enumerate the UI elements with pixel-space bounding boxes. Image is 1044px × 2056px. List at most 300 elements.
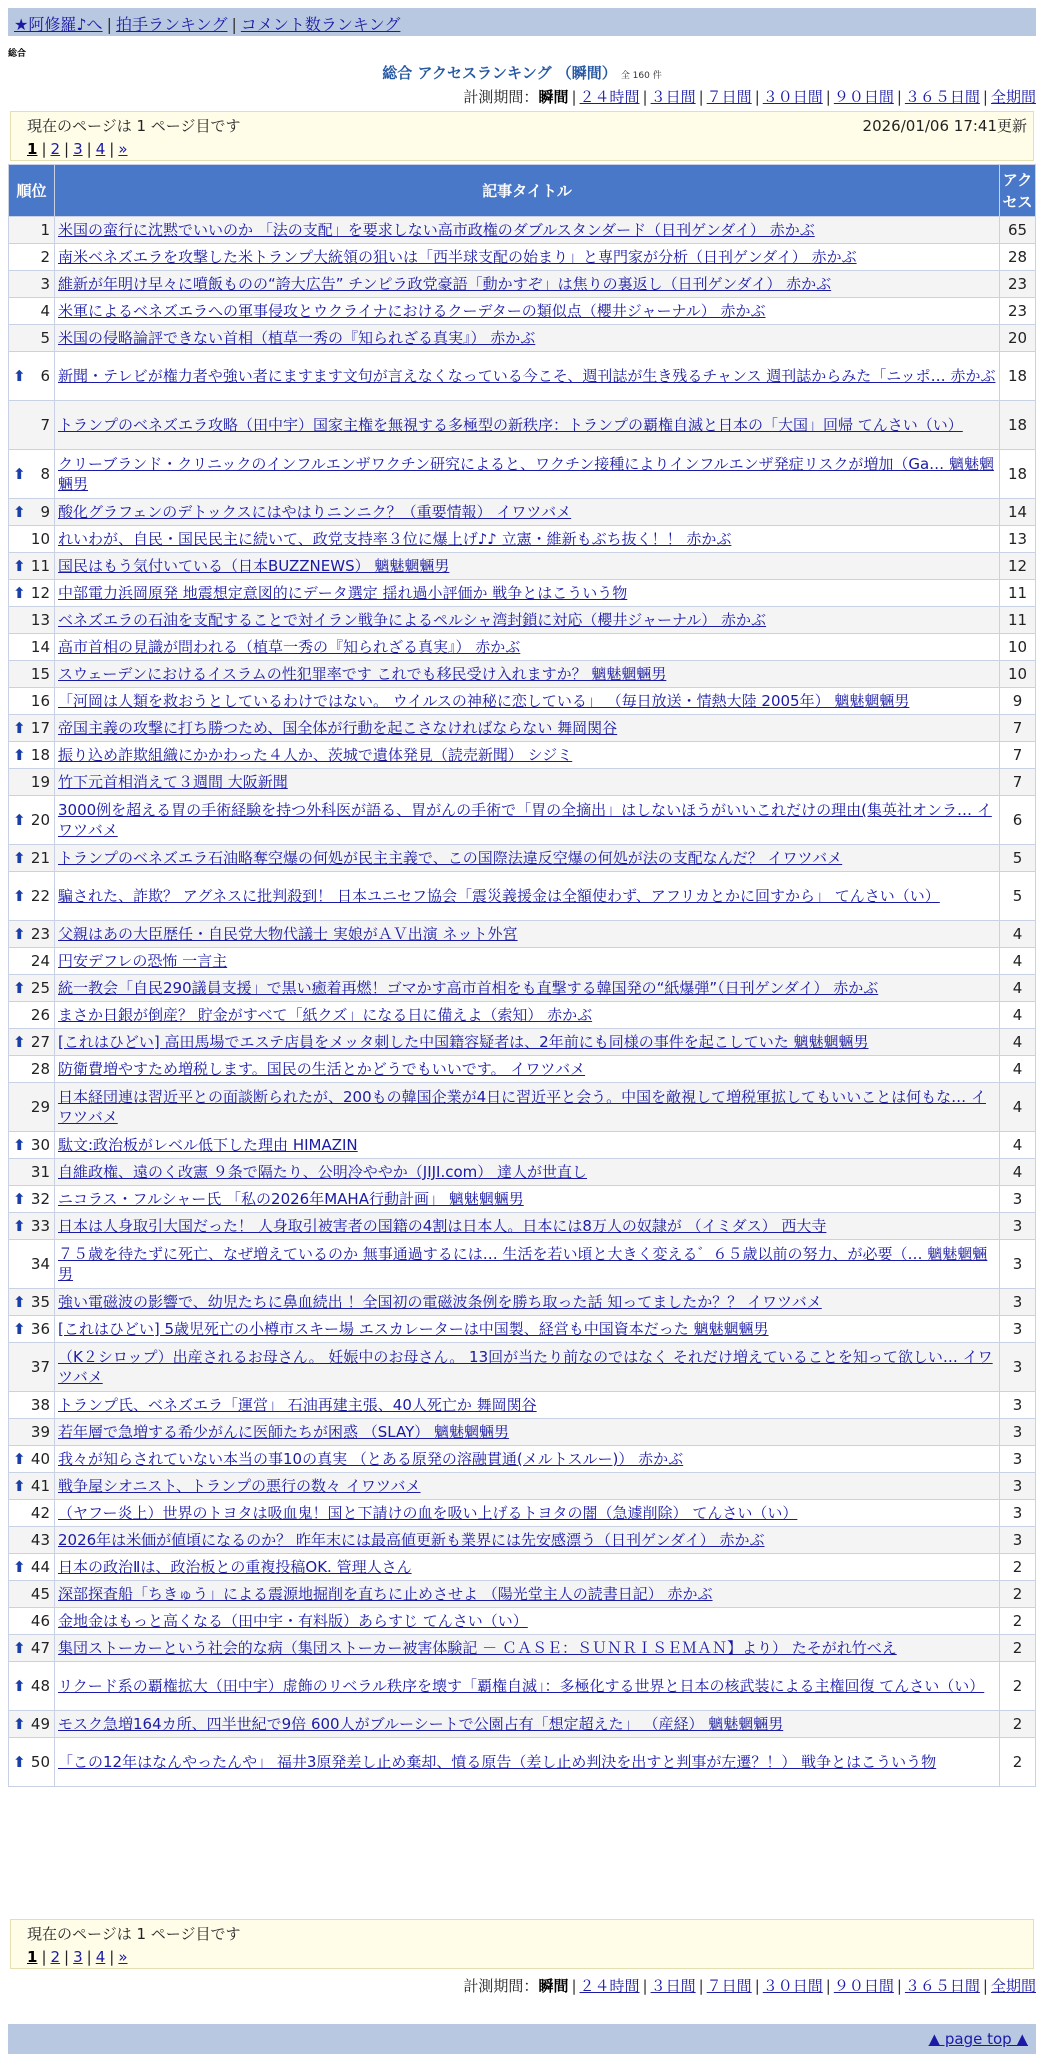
access-count: 4 <box>1000 1029 1036 1056</box>
access-count: 9 <box>1000 688 1036 715</box>
table-row <box>9 271 1036 298</box>
period-option-link[interactable]: ９０日間 <box>833 88 894 106</box>
title-cell <box>55 1446 1000 1473</box>
page-separator: | <box>41 140 47 158</box>
access-count: 3 <box>1000 1500 1036 1527</box>
access-count: 3 <box>1000 1240 1036 1289</box>
access-count: 4 <box>1000 1056 1036 1083</box>
table-row <box>9 1711 1036 1738</box>
rank-cell <box>9 742 55 769</box>
title-cell <box>55 1392 1000 1419</box>
article-title-link[interactable]: 「河岡は人類を救おうとしているわけではない。 ウイルスの神秘に恋している」 （毎日放送・情熱大陸 2005年） 魑魅魍魎男 <box>58 692 910 710</box>
rank-cell <box>9 1446 55 1473</box>
top-nav-bar <box>8 8 1036 36</box>
article-title-link[interactable]: クリーブランド・クリニックのインフルエンザワクチン研究によると、ワクチン接種によりインフルエンザ発症リスクが増加（Ga… 魑魅魍魎男 <box>58 455 994 493</box>
rank-number: 47 <box>30 1639 50 1657</box>
period-option-link[interactable]: ３日間 <box>650 1977 696 1995</box>
rank-number: 30 <box>30 1136 50 1154</box>
period-option-link[interactable]: ３日間 <box>650 88 696 106</box>
title-cell <box>55 607 1000 634</box>
period-separator: | <box>896 1977 902 1995</box>
clap-ranking-link[interactable]: 拍手ランキング <box>115 15 228 34</box>
rank-number: 1 <box>40 221 50 239</box>
page-links <box>27 1948 1017 1966</box>
pagination-box-top <box>10 111 1034 161</box>
access-count: 23 <box>1000 271 1036 298</box>
article-title-link[interactable]: [これはひどい] 高田馬場でエステ店員をメッタ刺した中国籍容疑者は、2年前にも同様の事件を起こしていた 魑魅魍魎男 <box>58 1033 869 1051</box>
ranking-table <box>8 164 1036 1787</box>
access-count: 4 <box>1000 975 1036 1002</box>
article-title-link[interactable]: モスク急増164カ所、四半世紀で9倍 600人がブルーシートで公園占有「想定超えた」 （産経） 魑魅魍魎男 <box>58 1715 784 1733</box>
article-title-link[interactable]: 中部電力浜岡原発 地震想定意図的にデータ選定 揺れ過小評価か 戦争とはこういう物 <box>58 584 628 602</box>
period-label: 計測期間： <box>463 88 539 106</box>
access-count: 2 <box>1000 1711 1036 1738</box>
article-title-link[interactable]: 米国の侵略論評できない首相（植草一秀の『知られざる真実』） 赤かぶ <box>58 329 536 347</box>
period-option-link[interactable]: ９０日間 <box>833 1977 894 1995</box>
article-title-link[interactable]: 米軍によるベネズエラへの軍事侵攻とウクライナにおけるクーデターの類似点（櫻井ジャーナル） 赤かぶ <box>58 302 766 320</box>
rank-cell <box>9 244 55 271</box>
rank-cell <box>9 1581 55 1608</box>
article-title-link[interactable]: リクード系の覇権拡大（田中宇）虚飾のリベラル秩序を壊す「覇権自滅」：多極化する世界と日本の核武装による主権回復 てんさい（い） <box>58 1677 985 1695</box>
title-cell <box>55 872 1000 921</box>
title-cell <box>55 1635 1000 1662</box>
title-cell <box>55 1711 1000 1738</box>
rank-cell <box>9 872 55 921</box>
rank-cell <box>9 1527 55 1554</box>
rank-number: 4 <box>40 302 50 320</box>
rank-cell <box>9 553 55 580</box>
article-title-link[interactable]: 3000例を超える胃の手術経験を持つ外科医が語る、胃がんの手術で「胃の全摘出」はしないほうがいいこれだけの理由(集英社オンラ… イワツバメ <box>58 801 992 839</box>
rank-cell <box>9 661 55 688</box>
table-row <box>9 688 1036 715</box>
period-option-link[interactable]: ３６５日間 <box>904 88 980 106</box>
article-title-link[interactable]: 国民はもう気付いている（日本BUZZNEWS） 魑魅魍魎男 <box>58 557 450 575</box>
title-cell <box>55 401 1000 450</box>
article-title-link[interactable]: トランプ氏、ベネズエラ「運営」 石油再建主張、40人死亡か 舞岡関谷 <box>58 1396 537 1414</box>
rank-number: 43 <box>30 1531 50 1549</box>
rank-cell <box>9 1186 55 1213</box>
period-option-link[interactable]: ３６５日間 <box>904 1977 980 1995</box>
title-cell <box>55 1500 1000 1527</box>
updated-timestamp: 2026/01/06 17:41更新 <box>862 117 1027 135</box>
rank-number: 29 <box>30 1098 50 1116</box>
rank-cell <box>9 1392 55 1419</box>
current-page-info: 現在のページは 1 ページ目です <box>27 117 241 135</box>
table-row <box>9 975 1036 1002</box>
article-title-link[interactable]: 新聞・テレビが権力者や強い者にますます文句が言えなくなっている今こそ、週刊誌が生き残るチャンス 週刊誌からみた「ニッポ… 赤かぶ <box>58 367 996 385</box>
rank-number: 46 <box>30 1612 50 1630</box>
access-count: 5 <box>1000 872 1036 921</box>
access-count: 10 <box>1000 661 1036 688</box>
article-title-link[interactable]: 竹下元首相消えて３週間 大阪新聞 <box>58 773 288 791</box>
page-current: 1 <box>27 1948 38 1966</box>
page-link[interactable]: 4 <box>95 1948 106 1966</box>
article-title-link[interactable]: 父親はあの大臣歴任・自民党大物代議士 実娘がＡＶ出演 ネット外宮 <box>58 925 518 943</box>
rank-number: 41 <box>30 1477 50 1495</box>
access-header: アクセス <box>1000 165 1036 217</box>
page-separator: | <box>86 1948 92 1966</box>
access-count: 4 <box>1000 948 1036 975</box>
access-count: 2 <box>1000 1608 1036 1635</box>
title-cell <box>55 948 1000 975</box>
title-cell <box>55 1083 1000 1132</box>
page-link[interactable]: 2 <box>50 1948 61 1966</box>
rank-cell <box>9 948 55 975</box>
access-count: 3 <box>1000 1473 1036 1500</box>
rank-up-arrow-icon: ⬆ <box>13 1217 26 1235</box>
page-link[interactable]: 3 <box>73 1948 83 1966</box>
title-cell <box>55 1213 1000 1240</box>
period-separator: | <box>982 1977 988 1995</box>
period-separator: | <box>642 1977 648 1995</box>
rank-cell <box>9 1213 55 1240</box>
rank-number: 35 <box>30 1293 50 1311</box>
access-count: 3 <box>1000 1289 1036 1316</box>
rank-up-arrow-icon: ⬆ <box>13 1477 26 1495</box>
access-count: 2 <box>1000 1554 1036 1581</box>
title-cell <box>55 715 1000 742</box>
title-cell <box>55 1419 1000 1446</box>
article-title-link[interactable]: 深部探査船「ちきゅう」による震源地掘削を直ちに止めさせよ （陽光堂主人の読書日記） 赤かぶ <box>58 1585 713 1603</box>
page-link[interactable]: » <box>118 1948 128 1966</box>
access-count: 3 <box>1000 1213 1036 1240</box>
rank-up-arrow-icon: ⬆ <box>13 1558 26 1576</box>
rank-cell <box>9 526 55 553</box>
table-row <box>9 1446 1036 1473</box>
article-title-link[interactable]: 金地金はもっと高くなる（田中宇・有料版）あらすじ てんさい（い） <box>58 1612 528 1630</box>
rank-up-arrow-icon: ⬆ <box>13 1033 26 1051</box>
access-count: 3 <box>1000 1527 1036 1554</box>
rank-up-arrow-icon: ⬆ <box>13 465 26 483</box>
rank-cell <box>9 769 55 796</box>
title-cell <box>55 352 1000 401</box>
rank-number: 27 <box>30 1033 50 1051</box>
article-title-link[interactable]: 高市首相の見識が問われる（植草一秀の『知られざる真実』） 赤かぶ <box>58 638 521 656</box>
access-count: 18 <box>1000 352 1036 401</box>
access-count: 2 <box>1000 1738 1036 1787</box>
rank-up-arrow-icon: ⬆ <box>13 979 26 997</box>
table-row <box>9 1419 1036 1446</box>
access-count: 2 <box>1000 1581 1036 1608</box>
rank-cell <box>9 1159 55 1186</box>
article-title-link[interactable]: （K２シロップ）出産されるお母さん。 妊娠中のお母さん。 13回が当たり前なのではなく それだけ増えていることを知って欲しい… イワツバメ <box>58 1348 993 1386</box>
title-cell <box>55 1662 1000 1711</box>
table-row <box>9 1343 1036 1392</box>
rank-number: 31 <box>30 1163 50 1181</box>
page-title-text: 総合 アクセスランキング （瞬間） <box>382 64 617 82</box>
period-separator: | <box>825 88 831 106</box>
rank-cell <box>9 401 55 450</box>
home-link[interactable]: ★阿修羅♪へ <box>14 15 103 34</box>
article-title-link[interactable]: ベネズエラの石油を支配することで対イラン戦争によるペルシャ湾封鎖に対応（櫻井ジャーナル） 赤かぶ <box>58 611 767 629</box>
table-row <box>9 769 1036 796</box>
article-title-link[interactable]: 円安デフレの恐怖 一言主 <box>58 952 228 970</box>
title-cell <box>55 1002 1000 1029</box>
access-count: 4 <box>1000 1159 1036 1186</box>
rank-up-arrow-icon: ⬆ <box>13 557 26 575</box>
rank-cell <box>9 845 55 872</box>
article-title-link[interactable]: 自維政権、遠のく改憲 ９条で隔たり、公明冷ややか（JIJI.com） 達人が世直し <box>58 1163 588 1181</box>
rank-number: 18 <box>30 746 50 764</box>
article-title-link[interactable]: 集団ストーカーという社会的な病（集団ストーカー被害体験記 － ＣＡＳＥ：ＳＵＮＲＩＳＥＭＡＮ】より） たそがれ竹べえ <box>58 1639 897 1657</box>
nav-separator: | <box>231 15 237 34</box>
article-title-link[interactable]: 南米ベネズエラを攻撃した米トランプ大統領の狙いは「西半球支配の始まり」と専門家が分析（日刊ゲンダイ） 赤かぶ <box>58 248 857 266</box>
period-option-link[interactable]: ２４時間 <box>579 1977 640 1995</box>
article-title-link[interactable]: 「この12年はなんやったんや」 福井3原発差し止め棄却、憤る原告（差し止め判決を出すと判事が左遷？！） 戦争とはこういう物 <box>58 1753 937 1771</box>
rank-header: 順位 <box>9 165 55 217</box>
period-separator: | <box>825 1977 831 1995</box>
page-separator: | <box>109 140 115 158</box>
page-separator: | <box>64 1948 70 1966</box>
table-row <box>9 921 1036 948</box>
article-title-link[interactable]: れいわが、自民・国民民主に続いて、政党支持率３位に爆上げ♪♪ 立憲・維新もぶち抜く！！ 赤かぶ <box>58 530 732 548</box>
rank-up-arrow-icon: ⬆ <box>13 811 26 829</box>
title-cell <box>55 1473 1000 1500</box>
rank-number: 36 <box>30 1320 50 1338</box>
table-row <box>9 1002 1036 1029</box>
rank-number: 12 <box>30 584 50 602</box>
access-count: 7 <box>1000 742 1036 769</box>
rank-number: 40 <box>30 1450 50 1468</box>
rank-up-arrow-icon: ⬆ <box>13 1136 26 1154</box>
access-count: 2 <box>1000 1635 1036 1662</box>
period-option-current: 瞬間 <box>538 1977 569 1995</box>
article-title-link[interactable]: ニコラス・フルシャー氏 「私の2026年MAHA行動計画」 魑魅魍魎男 <box>58 1190 524 1208</box>
access-count: 3 <box>1000 1186 1036 1213</box>
period-selector-bottom <box>463 1975 1036 1996</box>
rank-number: 6 <box>40 367 50 385</box>
period-option-current: 瞬間 <box>538 88 569 106</box>
rank-number: 44 <box>30 1558 50 1576</box>
rank-cell <box>9 1083 55 1132</box>
table-row <box>9 1240 1036 1289</box>
access-count: 23 <box>1000 298 1036 325</box>
period-option-link[interactable]: ３０日間 <box>762 88 823 106</box>
rank-number: 16 <box>30 692 50 710</box>
title-cell <box>55 769 1000 796</box>
rank-up-arrow-icon: ⬆ <box>13 1450 26 1468</box>
page-link[interactable]: 4 <box>95 140 106 158</box>
rank-number: 3 <box>40 275 50 293</box>
rank-number: 15 <box>30 665 50 683</box>
title-cell <box>55 796 1000 845</box>
period-separator: | <box>571 1977 577 1995</box>
page-link[interactable]: 2 <box>50 140 61 158</box>
table-row <box>9 1316 1036 1343</box>
rank-cell <box>9 715 55 742</box>
title-cell <box>55 1240 1000 1289</box>
rank-number: 2 <box>40 248 50 266</box>
access-count: 20 <box>1000 325 1036 352</box>
rank-cell <box>9 1343 55 1392</box>
rank-cell <box>9 607 55 634</box>
article-title-link[interactable]: トランプのベネズエラ石油略奪空爆の何処が民主主義で、この国際法違反空爆の何処が法の支配なんだ？ イワツバメ <box>58 849 843 867</box>
period-option-link[interactable]: 全期間 <box>990 88 1036 106</box>
table-row <box>9 1581 1036 1608</box>
rank-up-arrow-icon: ⬆ <box>13 1293 26 1311</box>
rank-number: 28 <box>30 1060 50 1078</box>
access-count: 3 <box>1000 1419 1036 1446</box>
title-cell <box>55 1159 1000 1186</box>
title-cell <box>55 1343 1000 1392</box>
article-title-link[interactable]: [これはひどい] 5歳児死亡の小樽市スキー場 エスカレーターは中国製、経営も中国資本だった 魑魅魍魎男 <box>58 1320 769 1338</box>
article-title-link[interactable]: 戦争屋シオニスト、トランプの悪行の数々 イワツバメ <box>58 1477 421 1495</box>
page-separator: | <box>41 1948 47 1966</box>
rank-cell <box>9 1473 55 1500</box>
table-row <box>9 845 1036 872</box>
rank-number: 25 <box>30 979 50 997</box>
access-count: 4 <box>1000 1083 1036 1132</box>
article-title-link[interactable]: （ヤフー炎上）世界のトヨタは吸血鬼！国と下請けの血を吸い上げるトヨタの闇（急遽削除） てんさい（い） <box>58 1504 798 1522</box>
table-row <box>9 1186 1036 1213</box>
table-row <box>9 1500 1036 1527</box>
rank-cell <box>9 1662 55 1711</box>
article-title-link[interactable]: まさか日銀が倒産？ 貯金がすべて「紙クズ」になる日に備えよ（索知） 赤かぶ <box>58 1006 593 1024</box>
rank-cell <box>9 217 55 244</box>
article-title-link[interactable]: 維新が年明け早々に噴飯ものの“誇大広告” チンピラ政党豪語「動かすぞ」は焦りの裏返し（日刊ゲンダイ） 赤かぶ <box>58 275 832 293</box>
article-title-link[interactable]: 振り込め詐欺組織にかかわった４人か、茨城で遺体発見（読売新聞） シジミ <box>58 746 573 764</box>
rank-cell <box>9 298 55 325</box>
access-count: 18 <box>1000 450 1036 499</box>
rank-cell <box>9 325 55 352</box>
rank-cell <box>9 1316 55 1343</box>
rank-cell <box>9 1132 55 1159</box>
title-cell <box>55 217 1000 244</box>
rank-number: 14 <box>30 638 50 656</box>
rank-cell <box>9 271 55 298</box>
title-cell <box>55 1554 1000 1581</box>
rank-number: 32 <box>30 1190 50 1208</box>
title-cell <box>55 688 1000 715</box>
nav-separator: | <box>106 15 112 34</box>
page-top-link[interactable]: ▲ page top ▲ <box>928 2030 1028 2048</box>
access-count: 12 <box>1000 553 1036 580</box>
title-cell <box>55 1132 1000 1159</box>
article-title-link[interactable]: 帝国主義の攻撃に打ち勝つため、国全体が行動を起こさなければならない 舞岡関谷 <box>58 719 618 737</box>
title-cell <box>55 634 1000 661</box>
rank-number: 24 <box>30 952 50 970</box>
rank-cell <box>9 1240 55 1289</box>
title-cell <box>55 1581 1000 1608</box>
page-link[interactable]: » <box>118 140 128 158</box>
period-option-link[interactable]: 全期間 <box>990 1977 1036 1995</box>
access-count: 14 <box>1000 499 1036 526</box>
article-title-link[interactable]: 日本経団連は習近平との面談断られたが、200もの韓国企業が4日に習近平と会う。中国を敵視して増税軍拡してもいいことは何もな… イワツバメ <box>58 1088 986 1126</box>
title-cell <box>55 1527 1000 1554</box>
access-count: 6 <box>1000 796 1036 845</box>
table-row <box>9 1056 1036 1083</box>
period-separator: | <box>698 88 704 106</box>
article-title-link[interactable]: 騙された、詐欺？ アグネスに批判殺到！ 日本ユニセフ協会「震災義援金は全額使わず、アフリカとかに回すから」 てんさい（い） <box>58 887 940 905</box>
article-title-link[interactable]: 強い電磁波の影響で、幼児たちに鼻血続出 ！全国初の電磁波条例を勝ち取った話 知ってましたか？？ イワツバメ <box>58 1293 822 1311</box>
page-separator: | <box>86 140 92 158</box>
table-row <box>9 499 1036 526</box>
rank-cell <box>9 1635 55 1662</box>
access-count: 11 <box>1000 580 1036 607</box>
table-row <box>9 526 1036 553</box>
period-option-link[interactable]: ２４時間 <box>579 88 640 106</box>
rank-cell <box>9 688 55 715</box>
rank-cell <box>9 1289 55 1316</box>
article-title-link[interactable]: 防衛費増やすため増税します。国民の生活とかどうでもいいです。 イワツバメ <box>58 1060 586 1078</box>
period-separator: | <box>642 88 648 106</box>
article-title-link[interactable]: 酸化グラフェンのデトックスにはやはりニンニク？（重要情報） イワツバメ <box>58 503 572 521</box>
period-label: 計測期間： <box>463 1977 539 1995</box>
pagination-box-bottom <box>10 1919 1034 1969</box>
title-cell <box>55 450 1000 499</box>
access-count: 3 <box>1000 1316 1036 1343</box>
table-row <box>9 1738 1036 1787</box>
comment-ranking-link[interactable]: コメント数ランキング <box>240 15 401 34</box>
period-option-link[interactable]: ７日間 <box>706 88 752 106</box>
title-cell <box>55 553 1000 580</box>
table-row <box>9 661 1036 688</box>
access-count: 5 <box>1000 845 1036 872</box>
title-cell <box>55 1289 1000 1316</box>
rank-cell <box>9 975 55 1002</box>
rank-number: 5 <box>40 329 50 347</box>
access-count: 65 <box>1000 217 1036 244</box>
article-title-link[interactable]: 若年層で急増する希少がんに医師たちが困惑 （SLAY） 魑魅魍魎男 <box>58 1423 510 1441</box>
period-option-link[interactable]: ３０日間 <box>762 1977 823 1995</box>
article-title-link[interactable]: スウェーデンにおけるイスラムの性犯罪率です これでも移民受け入れますか？ 魑魅魍魎男 <box>58 665 667 683</box>
rank-up-arrow-icon: ⬆ <box>13 1677 26 1695</box>
title-cell <box>55 271 1000 298</box>
table-row <box>9 1289 1036 1316</box>
table-row <box>9 244 1036 271</box>
access-count: 2 <box>1000 1662 1036 1711</box>
rank-number: 17 <box>30 719 50 737</box>
rank-up-arrow-icon: ⬆ <box>13 1320 26 1338</box>
article-title-link[interactable]: ７５歳を待たずに死亡、なぜ増えているのか 無事通過するには… 生活を若い頃と大きく変える゛６５歳以前の努力、が必要（… 魑魅魍魎男 <box>58 1245 988 1283</box>
rank-cell <box>9 1002 55 1029</box>
rank-cell <box>9 1056 55 1083</box>
rank-up-arrow-icon: ⬆ <box>13 746 26 764</box>
article-title-link[interactable]: 日本の政治Ⅱは、政治板との重複投稿OK. 管理人さん <box>58 1558 412 1576</box>
rank-number: 20 <box>30 811 50 829</box>
total-count: 全 160 件 <box>620 71 662 81</box>
rank-cell <box>9 1029 55 1056</box>
page-link[interactable]: 3 <box>73 140 83 158</box>
rank-number: 33 <box>30 1217 50 1235</box>
rank-number: 48 <box>30 1677 50 1695</box>
period-separator: | <box>754 1977 760 1995</box>
article-title-link[interactable]: 2026年は米価が値頃になるのか？ 昨年末には最高値更新も業界には先安感漂う（日刊ゲンダイ） 赤かぶ <box>58 1531 765 1549</box>
title-cell <box>55 661 1000 688</box>
article-title-link[interactable]: 駄文:政治板がレベル低下した理由 HIMAZIN <box>58 1136 358 1154</box>
rank-up-arrow-icon: ⬆ <box>13 1190 26 1208</box>
rank-number: 19 <box>30 773 50 791</box>
title-cell <box>55 1056 1000 1083</box>
period-separator: | <box>571 88 577 106</box>
rank-up-arrow-icon: ⬆ <box>13 925 26 943</box>
rank-cell <box>9 352 55 401</box>
rank-number: 38 <box>30 1396 50 1414</box>
rank-number: 34 <box>30 1255 50 1273</box>
rank-cell <box>9 1711 55 1738</box>
article-title-link[interactable]: トランプのベネズエラ攻略（田中宇）国家主権を無視する多極型の新秩序：トランプの覇権自滅と日本の「大国」回帰 てんさい（い） <box>58 416 963 434</box>
rank-number: 8 <box>40 465 50 483</box>
article-title-link[interactable]: 統一教会「自民290議員支援」で黒い癒着再燃！ゴマかす高市首相をも直撃する韓国発の“紙爆弾”（日刊ゲンダイ） 赤かぶ <box>58 979 879 997</box>
period-option-link[interactable]: ７日間 <box>706 1977 752 1995</box>
article-title-link[interactable]: 我々が知らされていない本当の事10の真実 （とある原発の溶融貫通(メルトスルー)） 赤かぶ <box>58 1450 684 1468</box>
period-separator: | <box>754 88 760 106</box>
table-row <box>9 1132 1036 1159</box>
rank-up-arrow-icon: ⬆ <box>13 887 26 905</box>
table-row <box>9 948 1036 975</box>
article-title-link[interactable]: 米国の蛮行に沈黙でいいのか 「法の支配」を要求しない高市政権のダブルスタンダード（日刊ゲンダイ） 赤かぶ <box>58 221 815 239</box>
article-title-link[interactable]: 日本は人身取引大国だった！ 人身取引被害者の国籍の4割は日本人。日本には8万人の奴隷が （イミダス） 西大寺 <box>58 1217 827 1235</box>
